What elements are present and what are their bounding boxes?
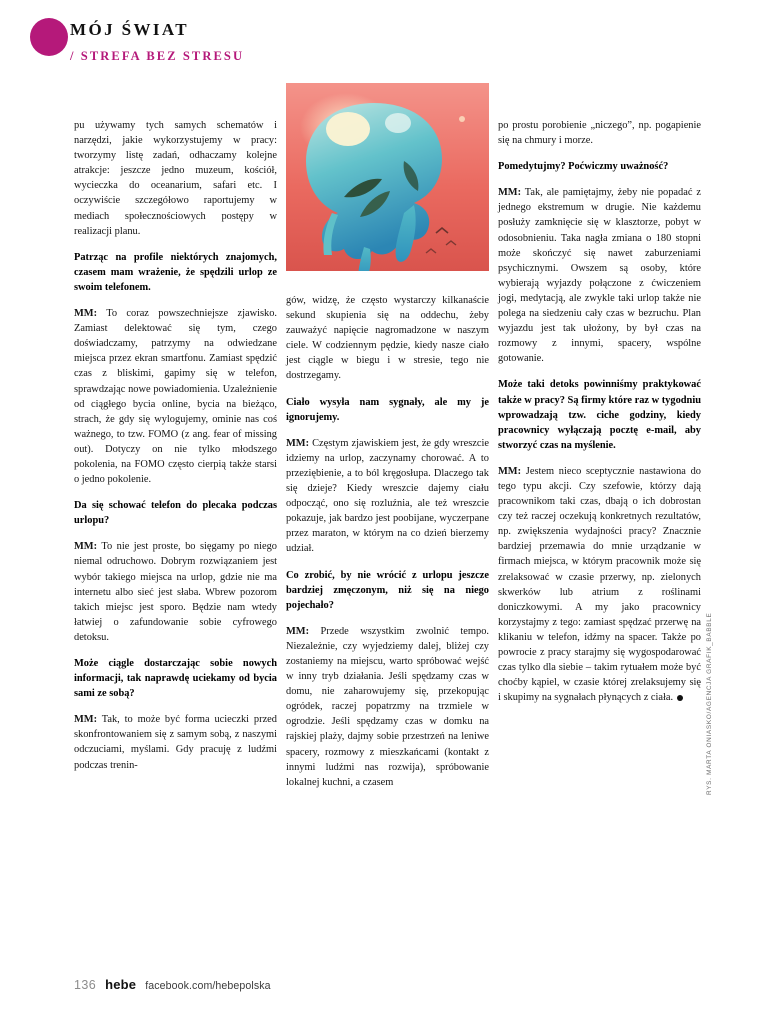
article-column-3 [498, 118, 701, 705]
article-column-2 [286, 293, 489, 790]
paragraph-body: po prostu porobienie „niczego”, np. pogapienie się na chmury i morze. [498, 120, 701, 147]
paragraph-answer [498, 185, 701, 366]
paragraph-answer [74, 539, 277, 645]
page-number: 136 [74, 978, 97, 992]
paragraph-question: Może taki detoks powinniśmy praktykować także w pracy? Są firmy które raz w tygodniu wprowadzają tzw. ciche godziny, kiedy pracownicy wyłączają pocztę e-mail, aby stworzyć czas na myślenie. [498, 379, 701, 451]
paragraph-question: Ciało wysyła nam sygnały, ale my je ignorujemy. [286, 396, 489, 423]
illustration-credit: RYS. MARTA ONIASKO/AGENCJA GRAFIK_BABBLE [706, 612, 713, 795]
page-subtitle: / STREFA BEZ STRESU [70, 49, 245, 64]
paragraph-question: Patrząc na profile niektórych znajomych, czasem mam wrażenie, że spędzili urlop ze swoim telefonem. [74, 251, 277, 293]
page-title: MÓJ ŚWIAT [70, 20, 190, 39]
paragraph-answer [286, 624, 489, 790]
speaker-label: MM: [74, 714, 98, 726]
speaker-label: MM: [498, 465, 522, 477]
paragraph-question: Da się schować telefon do plecaka podczas urlopu? [74, 500, 277, 527]
paragraph-answer [74, 712, 277, 772]
facebook-link[interactable]: facebook.com/hebepolska [145, 980, 271, 992]
answer-text: To coraz powszechniejsze zjawisko. Zamiast delektować się tym, czego doświadczamy, patrzymy na odwiedzane miejsca przez ekran smartfonu. Zamiast spędzić czas z bliskimi, gapimy się w telefon, sprawdzając nowe powiadomienia. Uzależnienie od ciągłego bycia online, bycia na bieżąco, strach, że gdy się wylogujemy, ominie nas coś ważnego, to tzw. FOMO (z ang. fear of missing out). Dotyczy on nie tylko młodszego pokolenia, na FOMO często cierpią także starsi o jedno pokolenie. [74, 308, 277, 486]
page-footer [74, 977, 271, 992]
paragraph-answer [286, 436, 489, 557]
article-illustration [286, 83, 489, 271]
paragraph-answer [74, 306, 277, 487]
paragraph-question: Może ciągle dostarczając sobie nowych informacji, tak naprawdę uciekamy od bycia sami ze sobą? [74, 658, 277, 700]
answer-text: Tak, to może być forma ucieczki przed skonfrontowaniem się z samym sobą, z naszymi odczuciami, myślami. Gdy pracuję z ludźmi podczas trenin- [74, 714, 277, 771]
answer-text: Tak, ale pamiętajmy, żeby nie popadać z jednego ekstremum w drugie. Nie każdemu posłuży zamknięcie się w klasztorze, pobyt w odosobnieniu. Taka nagła zmiana o 180 stopni może skończyć się nawet zaburzeniami psychicznymi. Owszem są osoby, które wybierają wyjazdy połączone z ćwiczeniem jogi, medytacją, ale zwykle taki urlop także nie polega na siedzeniu cały czas w bezruchu. Plan wyjazdu jest tak ułożony, by był czas na rozmowy z innymi, spacery, wspólne gotowanie. [498, 187, 701, 365]
paragraph-question: Pomedytujmy? Poćwiczmy uważność? [498, 161, 669, 173]
header-titles [70, 20, 244, 64]
brand-name: hebe [105, 977, 137, 992]
answer-text: Jestem nieco sceptycznie nastawiona do tego typu akcji. Czy szefowie, którzy dają pracownikom taki czas, dbają o ich dobrostan czy też raczej oczekują konkretnych rezultatów, np. zwiększenia wydajności pracy? Znacznie bardziej przemawia do mnie urządzanie w firmach miejsca, w którym pracownik może się zrelaksować w czasie przerwy, np. zielonych skwerków lub atrium z roślinami doniczkowymi. A my jako pracownicy korzystajmy z tego: zamiast spędzać przerwę na klikaniu w telefon, idźmy na spacer. Także po powrocie z pracy starajmy się wygospodarować czas tylko dla siebie – takim rytuałem może być choćby kąpiel, w czasie której zrelaksujemy się i skupimy na sygnałach płynących z ciała. [498, 465, 701, 704]
speaker-label: MM: [74, 541, 98, 553]
speaker-label: MM: [286, 625, 310, 637]
article-column-1 [74, 118, 277, 773]
paragraph-body: gów, widzę, że często wystarczy kilkanaście sekund skupienia się na oddechu, żeby zauważyć napięcie nagromadzone w naszym ciele. W codziennym pędzie, kiedy nasze ciało jest ciągle w biegu i w stresie, tego nie dostrzegamy. [286, 295, 489, 382]
answer-text: Przede wszystkim zwolnić tempo. Niezależnie, czy wyjedziemy dalej, bliżej czy zostaniemy na miejscu, warto spróbować wejść w inny tryb działania. Jeśli spędzamy czas w domu, nie zaharowujemy się, przekopując ogródek, raczej popatrzmy na trzmiele w ogrodzie. Jeśli spędzamy czas w domku na rajskiej plaży, dajmy sobie przestrzeń na leniwe spacery, rozmowy z mieszkańcami (kontakt z innymi ludźmi nas rozwija), spróbowanie lokalnej kuchni, a czasem [286, 625, 489, 788]
speaker-label: MM: [498, 187, 522, 199]
answer-text: Częstym zjawiskiem jest, że gdy wreszcie idziemy na urlop, zaczynamy chorować. A to przeziębienie, a to ból kręgosłupa. Dlaczego tak się dzieje? Kiedy wreszcie dajemy ciału odpocząć, ono się rozluźnia, ale też wreszcie pokazuje, jak bardzo jest poobijane, wyczerpane przez maraton, w którym na co dzień bierzemy udział. [286, 437, 489, 555]
page-header [0, 0, 775, 85]
end-of-article-mark [677, 695, 683, 701]
brand-dot-icon [30, 18, 68, 56]
speaker-label: MM: [286, 437, 310, 449]
paragraph-body: pu używamy tych samych schematów i narzędzi, jakie wykorzystujemy w pracy: tworzymy listę zadań, odhaczamy kolejne atrakcje: jeszcze jedno muzeum, kościół, wycieczka do oceanarium, safari etc. I oczywiście szczegółowo raportujemy w mediach społecznościowych postępy w realizacji planu. [74, 120, 277, 237]
speaker-label: MM: [74, 308, 98, 320]
paragraph-answer [498, 464, 701, 706]
illustration-svg [286, 83, 489, 271]
answer-text: To nie jest proste, bo sięgamy po niego niemal odruchowo. Dobrym rozwiązaniem jest wybór takiego miejsca na urlop, gdzie nie ma internetu albo sieć jest słaba. Wbrew pozorom takich miejsc jest sporo. Będzie nam wtedy łatwiej o zafundowanie sobie cyfrowego detoksu. [74, 541, 277, 643]
paragraph-question: Co zrobić, by nie wrócić z urlopu jeszcze bardziej zmęczonym, niż się na niego pojechało? [286, 569, 489, 611]
